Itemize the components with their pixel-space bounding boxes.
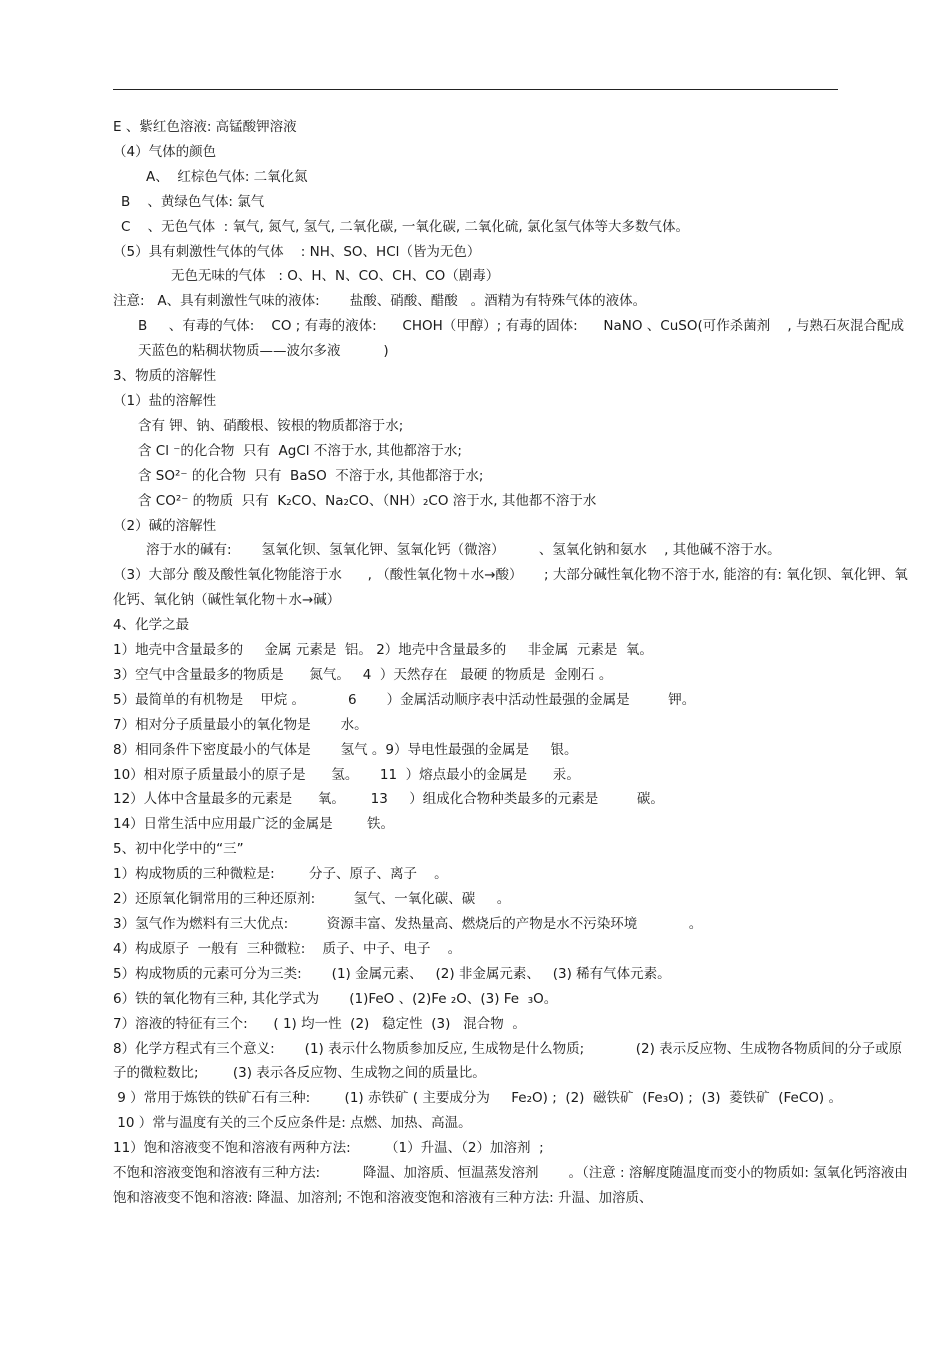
text-line: 不饱和溶液变饱和溶液有三种方法: 降温、加溶质、恒温蒸发溶剂 。（注意 : 溶解度随温度而变小的物质如: 氢氧化钙溶液由饱和溶液变不饱和溶液: 降温、加溶剂; 不饱和溶液变饱和溶液有三种方法: 升温、加溶质、: [113, 1165, 908, 1206]
text-line: A、 红棕色气体: 二氧化氮: [146, 168, 308, 185]
text-line: 1）地壳中含量最多的 金属 元素是 铝。 2）地壳中含量最多的 非金属 元素是 氧。: [113, 642, 653, 659]
text-line: 含 Cl ⁻的化合物 只有 AgCl 不溶于水, 其他都溶于水;: [138, 442, 462, 459]
text-line: 含 CO²⁻ 的物质 只有 K₂CO、Na₂CO、（NH）₂CO 溶于水, 其他都不溶于水: [138, 492, 597, 509]
text-line: 4、化学之最: [113, 617, 190, 634]
text-line: 12）人体中含量最多的元素是 氧。 13 ）组成化合物种类最多的元素是 碳。: [113, 791, 664, 808]
text-line: B 、有毒的气体: CO ; 有毒的液体: CHOH（甲醇）; 有毒的固体: NaNO 、CuSO(可作杀菌剂 , 与熟石灰混合配成天蓝色的粘稠状物质——波尔多液 ): [138, 318, 904, 360]
text-line: （4）气体的颜色: [113, 143, 217, 160]
text-line: 5、初中化学中的“三”: [113, 841, 244, 858]
text-line: 含有 钾、钠、硝酸根、铵根的物质都溶于水;: [138, 417, 404, 434]
text-line: 2）还原氧化铜常用的三种还原剂: 氢气、一氧化碳、碳 。: [113, 891, 511, 908]
text-line: （3）大部分 酸及酸性氧化物能溶于水 , （酸性氧化物＋水→酸） ; 大部分碱性氧化物不溶于水, 能溶的有: 氧化钡、氧化钾、氧化钙、氧化钠（碱性氧化物＋水→碱）: [113, 567, 908, 609]
text-line: （1）盐的溶解性: [113, 392, 217, 409]
text-line: 8）相同条件下密度最小的气体是 氢气 。9）导电性最强的金属是 银。: [113, 741, 578, 758]
text-line: 含 SO²⁻ 的化合物 只有 BaSO 不溶于水, 其他都溶于水;: [138, 467, 484, 484]
text-line: 10 ）常与温度有关的三个反应条件是: 点燃、加热、高温。: [113, 1115, 472, 1132]
text-line: 6）铁的氧化物有三种, 其化学式为 (1)FeO 、(2)Fe ₂O、(3) Fe ₃O。: [113, 990, 558, 1007]
text-line: 5）最简单的有机物是 甲烷 。 6 ）金属活动顺序表中活动性最强的金属是 钾。: [113, 691, 696, 708]
text-line: 3）空气中含量最多的物质是 氮气。 4 ）天然存在 最硬 的物质是 金刚石 。: [113, 666, 613, 683]
text-line: E 、紫红色溶液: 高锰酸钾溶液: [113, 119, 297, 135]
text-line: 7）溶液的特征有三个: ( 1) 均一性 (2) 稳定性 (3) 混合物 。: [113, 1015, 526, 1032]
text-line: 7）相对分子质量最小的氧化物是 水。: [113, 716, 368, 733]
text-line: 9 ）常用于炼铁的铁矿石有三种: (1) 赤铁矿 ( 主要成分为 Fe₂O) ; (2) 磁铁矿 (Fe₃O) ; (3) 菱铁矿 (FeCO) 。: [113, 1090, 842, 1107]
text-line: 1）构成物质的三种微粒是: 分子、原子、离子 。: [113, 866, 448, 883]
document-body: [113, 115, 913, 1211]
text-line: 4）构成原子 一般有 三种微粒: 质子、中子、电子 。: [113, 940, 462, 957]
text-line: C 、无色气体 : 氧气, 氮气, 氢气, 二氧化碳, 一氧化碳, 二氧化硫, 氯化氢气体等大多数气体。: [121, 218, 690, 235]
text-line: 14）日常生活中应用最广泛的金属是 铁。: [113, 816, 395, 833]
text-line: 注意: A、具有刺激性气味的液体: 盐酸、硝酸、醋酸 。酒精为有特殊气体的液体。: [113, 293, 647, 310]
text-line: 10）相对原子质量最小的原子是 氢。 11 ）熔点最小的金属是 汞。: [113, 766, 580, 783]
text-line: 5）构成物质的元素可分为三类: (1) 金属元素、 (2) 非金属元素、 (3) 稀有气体元素。: [113, 965, 671, 982]
text-line: 无色无味的气体 : O、H、N、CO、CH、CO（剧毒）: [171, 268, 500, 285]
text-line: B 、黄绿色气体: 氯气: [121, 193, 265, 210]
text-line: 8）化学方程式有三个意义: (1) 表示什么物质参加反应, 生成物是什么物质; (2) 表示反应物、生成物各物质间的分子或原子的微粒数比; (3) 表示各反应物、生成物之间的质量比。: [113, 1040, 903, 1082]
text-line: 3、物质的溶解性: [113, 368, 217, 385]
text-line: （5）具有刺激性气体的气体 : NH、SO、HCl（皆为无色）: [113, 243, 481, 260]
text-line: 溶于水的碱有: 氢氧化钡、氢氧化钾、氢氧化钙（微溶） 、氢氧化钠和氨水 , 其他碱不溶于水。: [146, 542, 781, 559]
header-rule: [113, 89, 838, 90]
text-line: （2）碱的溶解性: [113, 517, 217, 534]
text-line: 11）饱和溶液变不饱和溶液有两种方法: （1）升温、（2）加溶剂 ;: [113, 1140, 544, 1157]
text-line: 3）氢气作为燃料有三大优点: 资源丰富、发热量高、燃烧后的产物是水不污染环境 。: [113, 916, 703, 932]
